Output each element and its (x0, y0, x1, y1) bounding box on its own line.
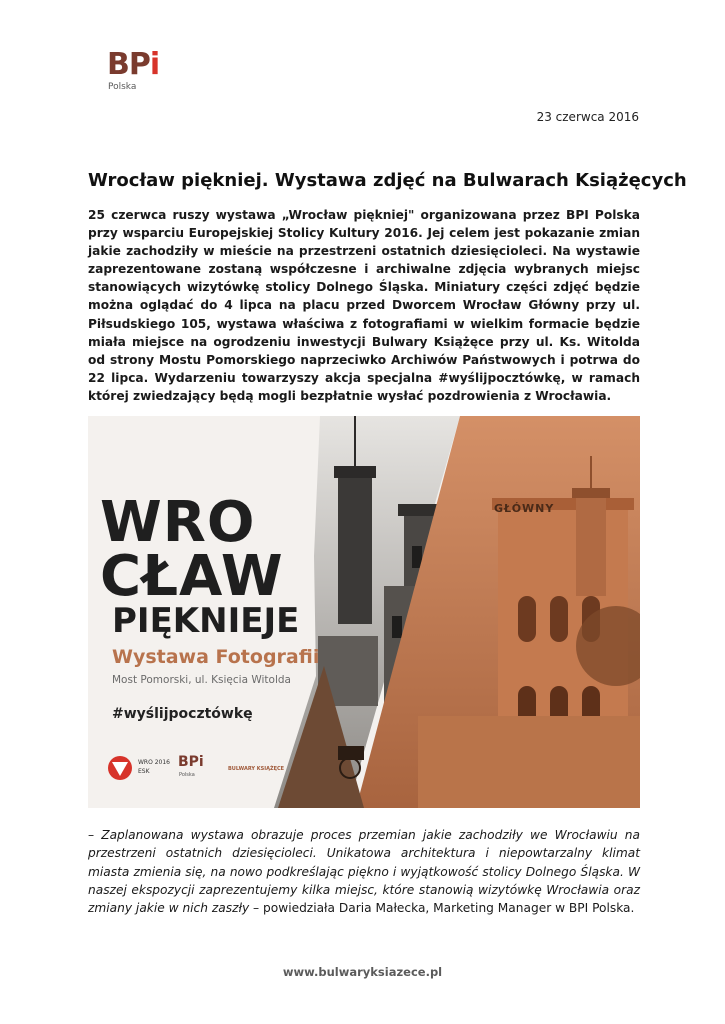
poster-location: Most Pomorski, ul. Księcia Witolda (112, 674, 291, 686)
page-title: Wrocław piękniej. Wystawa zdjęć na Bulwarach Książęcych (88, 170, 687, 191)
quote-italic-text: Zaplanowana wystawa obrazuje proces przemian jakie zachodziły we Wrocławiu na przestrzeni ostatnich dziesięcioleci. Unikatowa architektura i niepowtarzalny klimat miasta zmienia się, na nowo podkreślając piękno i wyjątkowość stolicy Dolnego Śląska. W naszej ekspozycji zaprezentujemy kilka miejsc, które stanowią wizytówkę Wrocławia oraz zmiany jakie w nich zaszły (88, 828, 640, 916)
building-sign: GŁÓWNY (494, 502, 555, 515)
poster-hashtag: #wyślijpocztówkę (112, 706, 253, 722)
partner-wro-sub: ESK (138, 768, 150, 775)
footer-website-link[interactable]: www.bulwaryksiazece.pl (282, 965, 443, 979)
partner-bpi-logo: BPi (178, 754, 204, 770)
quote-paragraph: – Zaplanowana wystawa obrazuje proces przemian jakie zachodziły we Wrocławiu na przestrzeni ostatnich dziesięcioleci. Unikatowa architektura i niepowtarzalny klimat miasta zmienia się, na nowo podkreślając piękno i wyjątkowość stolicy Dolnego Śląska. W naszej ekspozycji zaprezentujemy kilka miejsc, które stanowią wizytówkę Wrocławia oraz zmiany jakie w nich zaszły – powiedziała Daria Małecka, Marketing Manager w BPI Polska. (88, 828, 640, 916)
poster-subtitle: Wystawa Fotografii (112, 646, 320, 668)
wro2016-emblem (108, 756, 132, 780)
partner-wro-label: WRO 2016 (138, 759, 171, 766)
lead-paragraph: 25 czerwca ruszy wystawa „Wrocław piękniej" organizowana przez BPI Polska przy wsparciu Europejskiej Stolicy Kultury 2016. Jej celem jest pokazanie zmian jakie zachodziły w mieście na przestrzeni ostatnich dziesięcioleci. Na wystawie zaprezentowane zostaną współczesne i archiwalne zdjęcia wybranych miejsc stanowiących wizytówkę stolicy Dolnego Śląska. Miniatury części zdjęć będzie można oglądać do 4 lipca na placu przed Dworcem Wrocław Główny przy ul. Piłsudskiego 105, wystawa właściwa z fotografiami w wielkim formacie będzie miała miejsce na ogrodzeniu inwestycji Bulwary Książęce przy ul. Ks. Witolda od strony Mostu Pomorskiego naprzeciwko Archiwów Państwowych i potrwa do 22 lipca. Wydarzeniu towarzyszy akcja specjalna #wyślijpocztówkę, w ramach której zwiedzający będą mogli bezpłatnie wysłać pozdrowienia z Wrocławia. (88, 208, 640, 403)
partner-bulwary-logo: BULWARY KSIĄŻĘCE (228, 766, 285, 772)
poster-title-line-2: CŁAW (100, 544, 284, 609)
poster-title-line-3: PIĘKNIEJE (112, 601, 300, 641)
bpi-logo-mark: BPi (107, 47, 160, 82)
bpi-logo (107, 48, 177, 96)
bpi-logo-subtitle: Polska (108, 82, 137, 92)
partner-bpi-sub: Polska (179, 772, 195, 778)
poster-title-line-1: WRO (100, 490, 256, 555)
press-release-date: 23 czerwca 2016 (536, 110, 639, 124)
quote-attribution: – powiedziała Daria Małecka, Marketing Manager w BPI Polska. (249, 901, 635, 916)
exhibition-poster (88, 416, 640, 808)
